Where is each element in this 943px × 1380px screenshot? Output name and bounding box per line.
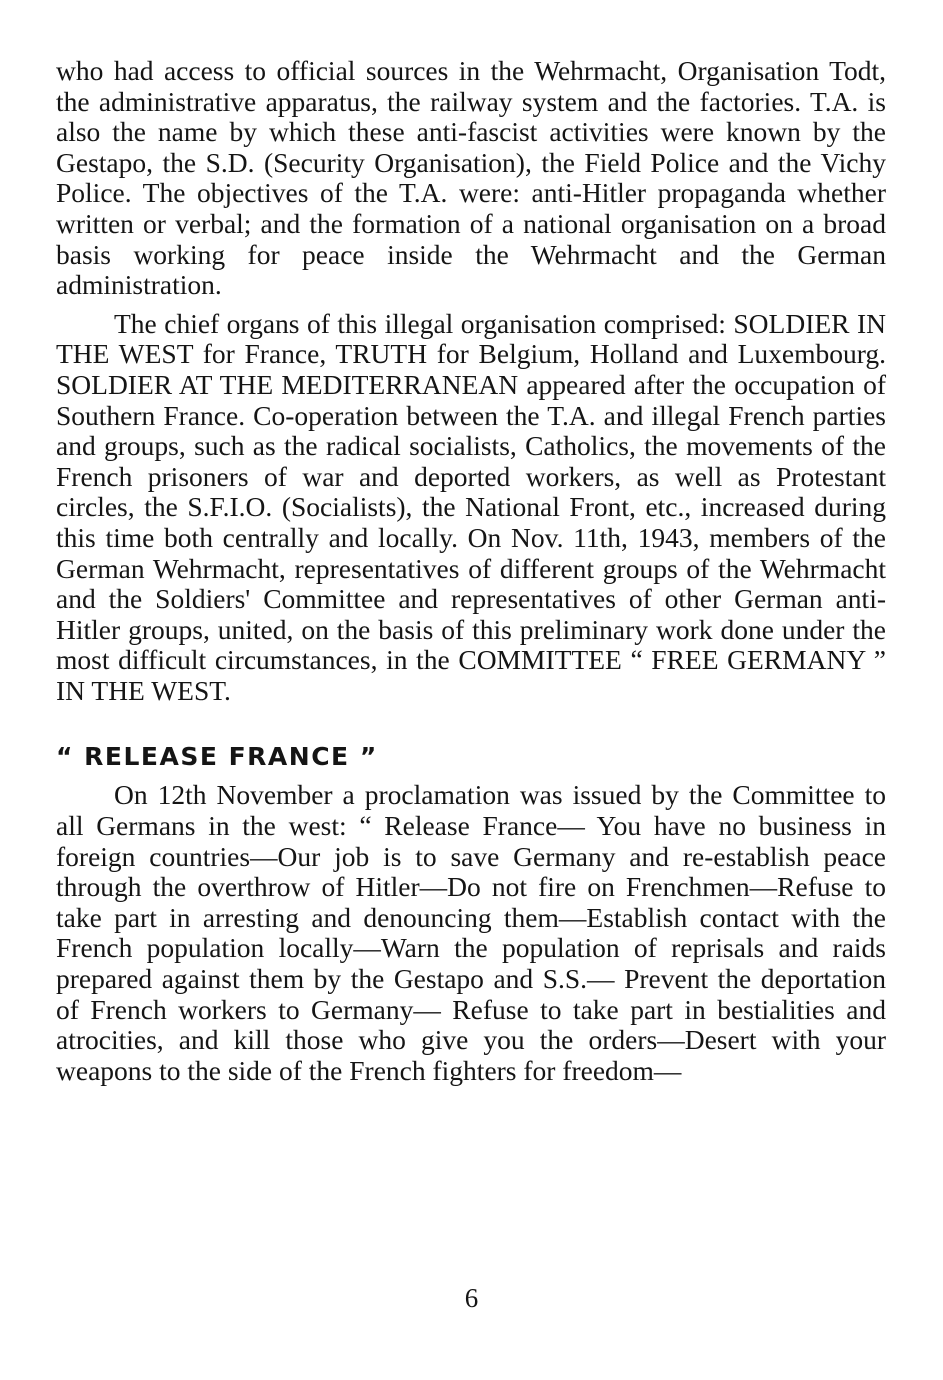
paragraph-ta-activities: who had access to official sources in the Wehrmacht, Organisation Todt, the administrative apparatus, the railway system and the factories. T.A. is also the name by which these anti-fascist activities were known by the Gestapo, the S.D. (Security Organisation), the Field Police and the Vichy Police. The objectives of the T.A. were: anti-Hitler propaganda whether written or verbal; and the formation of a national organisation on a broad basis working for peace inside the Wehrmacht and the German administration. [56, 55, 886, 301]
page-number: 6 [464, 1283, 479, 1313]
paragraph-proclamation: On 12th November a proclamation was issued by the Committee to all Germans in the west: “ Release France— You have no business in foreign countries—Our job is to save Germany and re-establish peace through the overthrow of Hitler—Do not fire on Frenchmen—Refuse to take part in arresting and denouncing them—Establish contact with the French population locally—Warn the population of reprisals and raids prepared against them by the Gestapo and S.S.— Prevent the deportation of French workers to Germany— Refuse to take part in bestialities and atrocities, and kill those who give you the orders—Desert with your weapons to the side of the French fighters for freedom— [56, 779, 886, 1086]
page-body [56, 56, 886, 1086]
paragraph-chief-organs: The chief organs of this illegal organisation comprised: SOLDIER IN THE WEST for France, TRUTH for Belgium, Holland and Luxembourg. SOLDIER AT THE MEDITERRANEAN appeared after the occupation of Southern France. Co-operation between the T.A. and illegal French parties and groups, such as the radical socialists, Catholics, the movements of the French prisoners of war and deported workers, as well as Protestant circles, the S.F.I.O. (Socialists), the National Front, etc., increased during this time both centrally and locally. On Nov. 11th, 1943, members of the German Wehrmacht, representatives of different groups of the Wehrmacht and the Soldiers' Committee and representatives of other German anti-Hitler groups, united, on the basis of this preliminary work done under the most difficult circumstances, in the COMMITTEE “ FREE GERMANY ” IN THE WEST. [56, 307, 886, 706]
section-heading: “ RELEASE FRANCE ” [56, 742, 378, 772]
